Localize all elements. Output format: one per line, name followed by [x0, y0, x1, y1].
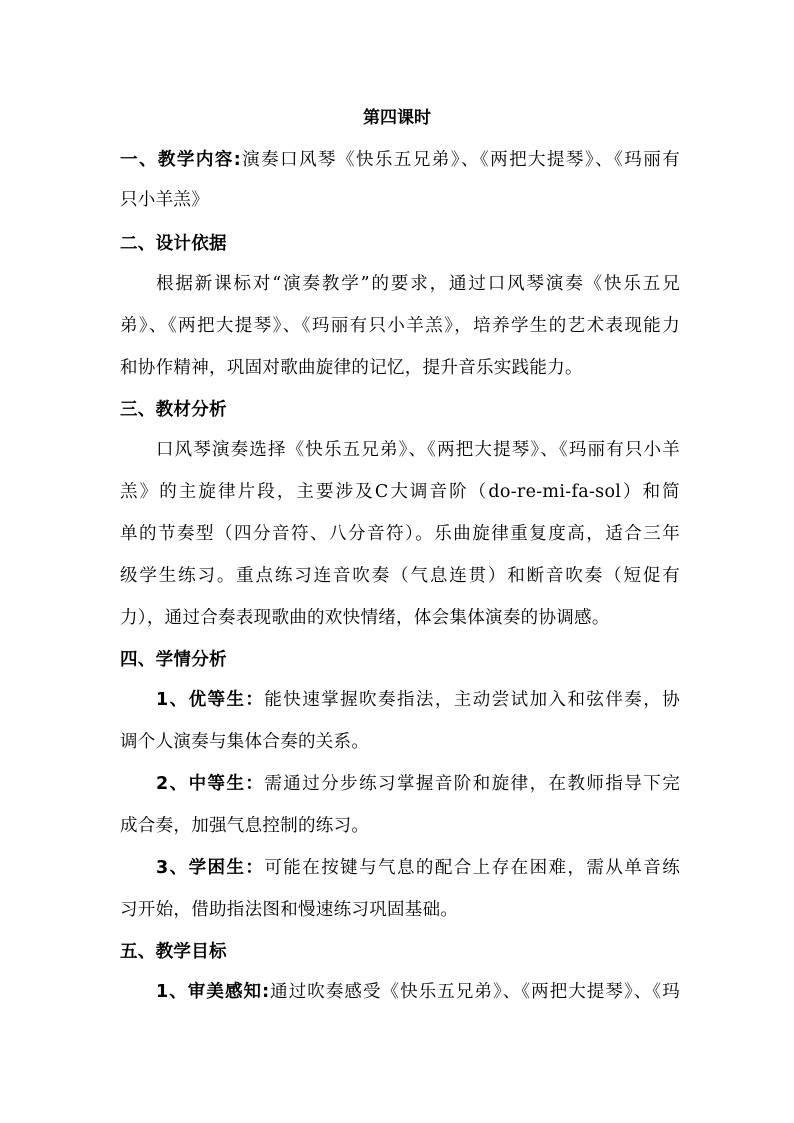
section-4-heading: 四、学情分析 [120, 650, 227, 670]
section-3-line-1: 口风琴演奏选择《快乐五兄弟》、《两把大提琴》、《玛丽有只小羊 [156, 440, 680, 460]
section-4-item-1-text-2: 调个人演奏与集体合奏的关系。 [120, 732, 370, 752]
section-4-item-2-label: 2、中等生： [156, 774, 265, 794]
section-2-heading: 二、设计依据 [120, 234, 227, 254]
section-5-heading: 五、教学目标 [120, 942, 227, 962]
section-4-item-2-text-2: 成合奏，加强气息控制的练习。 [120, 816, 370, 836]
section-1-line-1 [120, 148, 680, 172]
section-3-heading: 三、教材分析 [120, 400, 227, 420]
section-4-item-1-line-1 [156, 688, 680, 712]
section-4-item-3-label: 3、学困生： [156, 858, 265, 878]
section-4-item-1-text-1: 能快速掌握吹奏指法，主动尝试加入和弦伴奏，协 [264, 690, 680, 710]
section-4-item-3-text-1: 可能在按键与气息的配合上存在困难，需从单音练 [264, 858, 680, 878]
section-3-line-4: 级学生练习。重点练习连音吹奏（气息连贯）和断音吹奏（短促有 [120, 566, 680, 586]
section-4-item-2-line-1 [156, 772, 680, 796]
section-1-text-1: 演奏口风琴《快乐五兄弟》、《两把大提琴》、《玛丽有 [241, 150, 680, 170]
section-5-item-1-line-1 [156, 980, 680, 1004]
page-title: 第四课时 [363, 108, 431, 128]
section-4-item-3-line-1 [156, 856, 680, 880]
section-4-item-3-text-2: 习开始，借助指法图和慢速练习巩固基础。 [120, 900, 459, 920]
section-2-line-2: 弟》、《两把大提琴》、《玛丽有只小羊羔》，培养学生的艺术表现能力 [120, 316, 680, 336]
section-5-item-1-text: 通过吹奏感受《快乐五兄弟》、《两把大提琴》、《玛 [269, 982, 681, 1002]
section-1-text-2: 只小羊羔》 [120, 190, 209, 210]
section-3-line-3: 单的节奏型（四分音符、八分音符）。乐曲旋律重复度高，适合三年 [120, 524, 680, 544]
section-1-heading: 一、教学内容: [120, 150, 242, 170]
section-2-line-3: 和协作精神，巩固对歌曲旋律的记忆，提升音乐实践能力。 [120, 358, 583, 378]
section-4-item-2-text-1: 需通过分步练习掌握音阶和旋律，在教师指导下完 [264, 774, 680, 794]
section-3-line-2: 羔》的主旋律片段，主要涉及C大调音阶（do-re-mi-fa-sol）和简 [120, 482, 680, 502]
section-4-item-1-label: 1、优等生： [156, 690, 265, 710]
section-3-line-5: 力），通过合奏表现歌曲的欢快情绪，体会集体演奏的协调感。 [120, 608, 610, 628]
section-5-item-1-label: 1、审美感知: [156, 982, 270, 1002]
section-2-line-1: 根据新课标对“演奏教学”的要求，通过口风琴演奏《快乐五兄 [156, 274, 680, 294]
